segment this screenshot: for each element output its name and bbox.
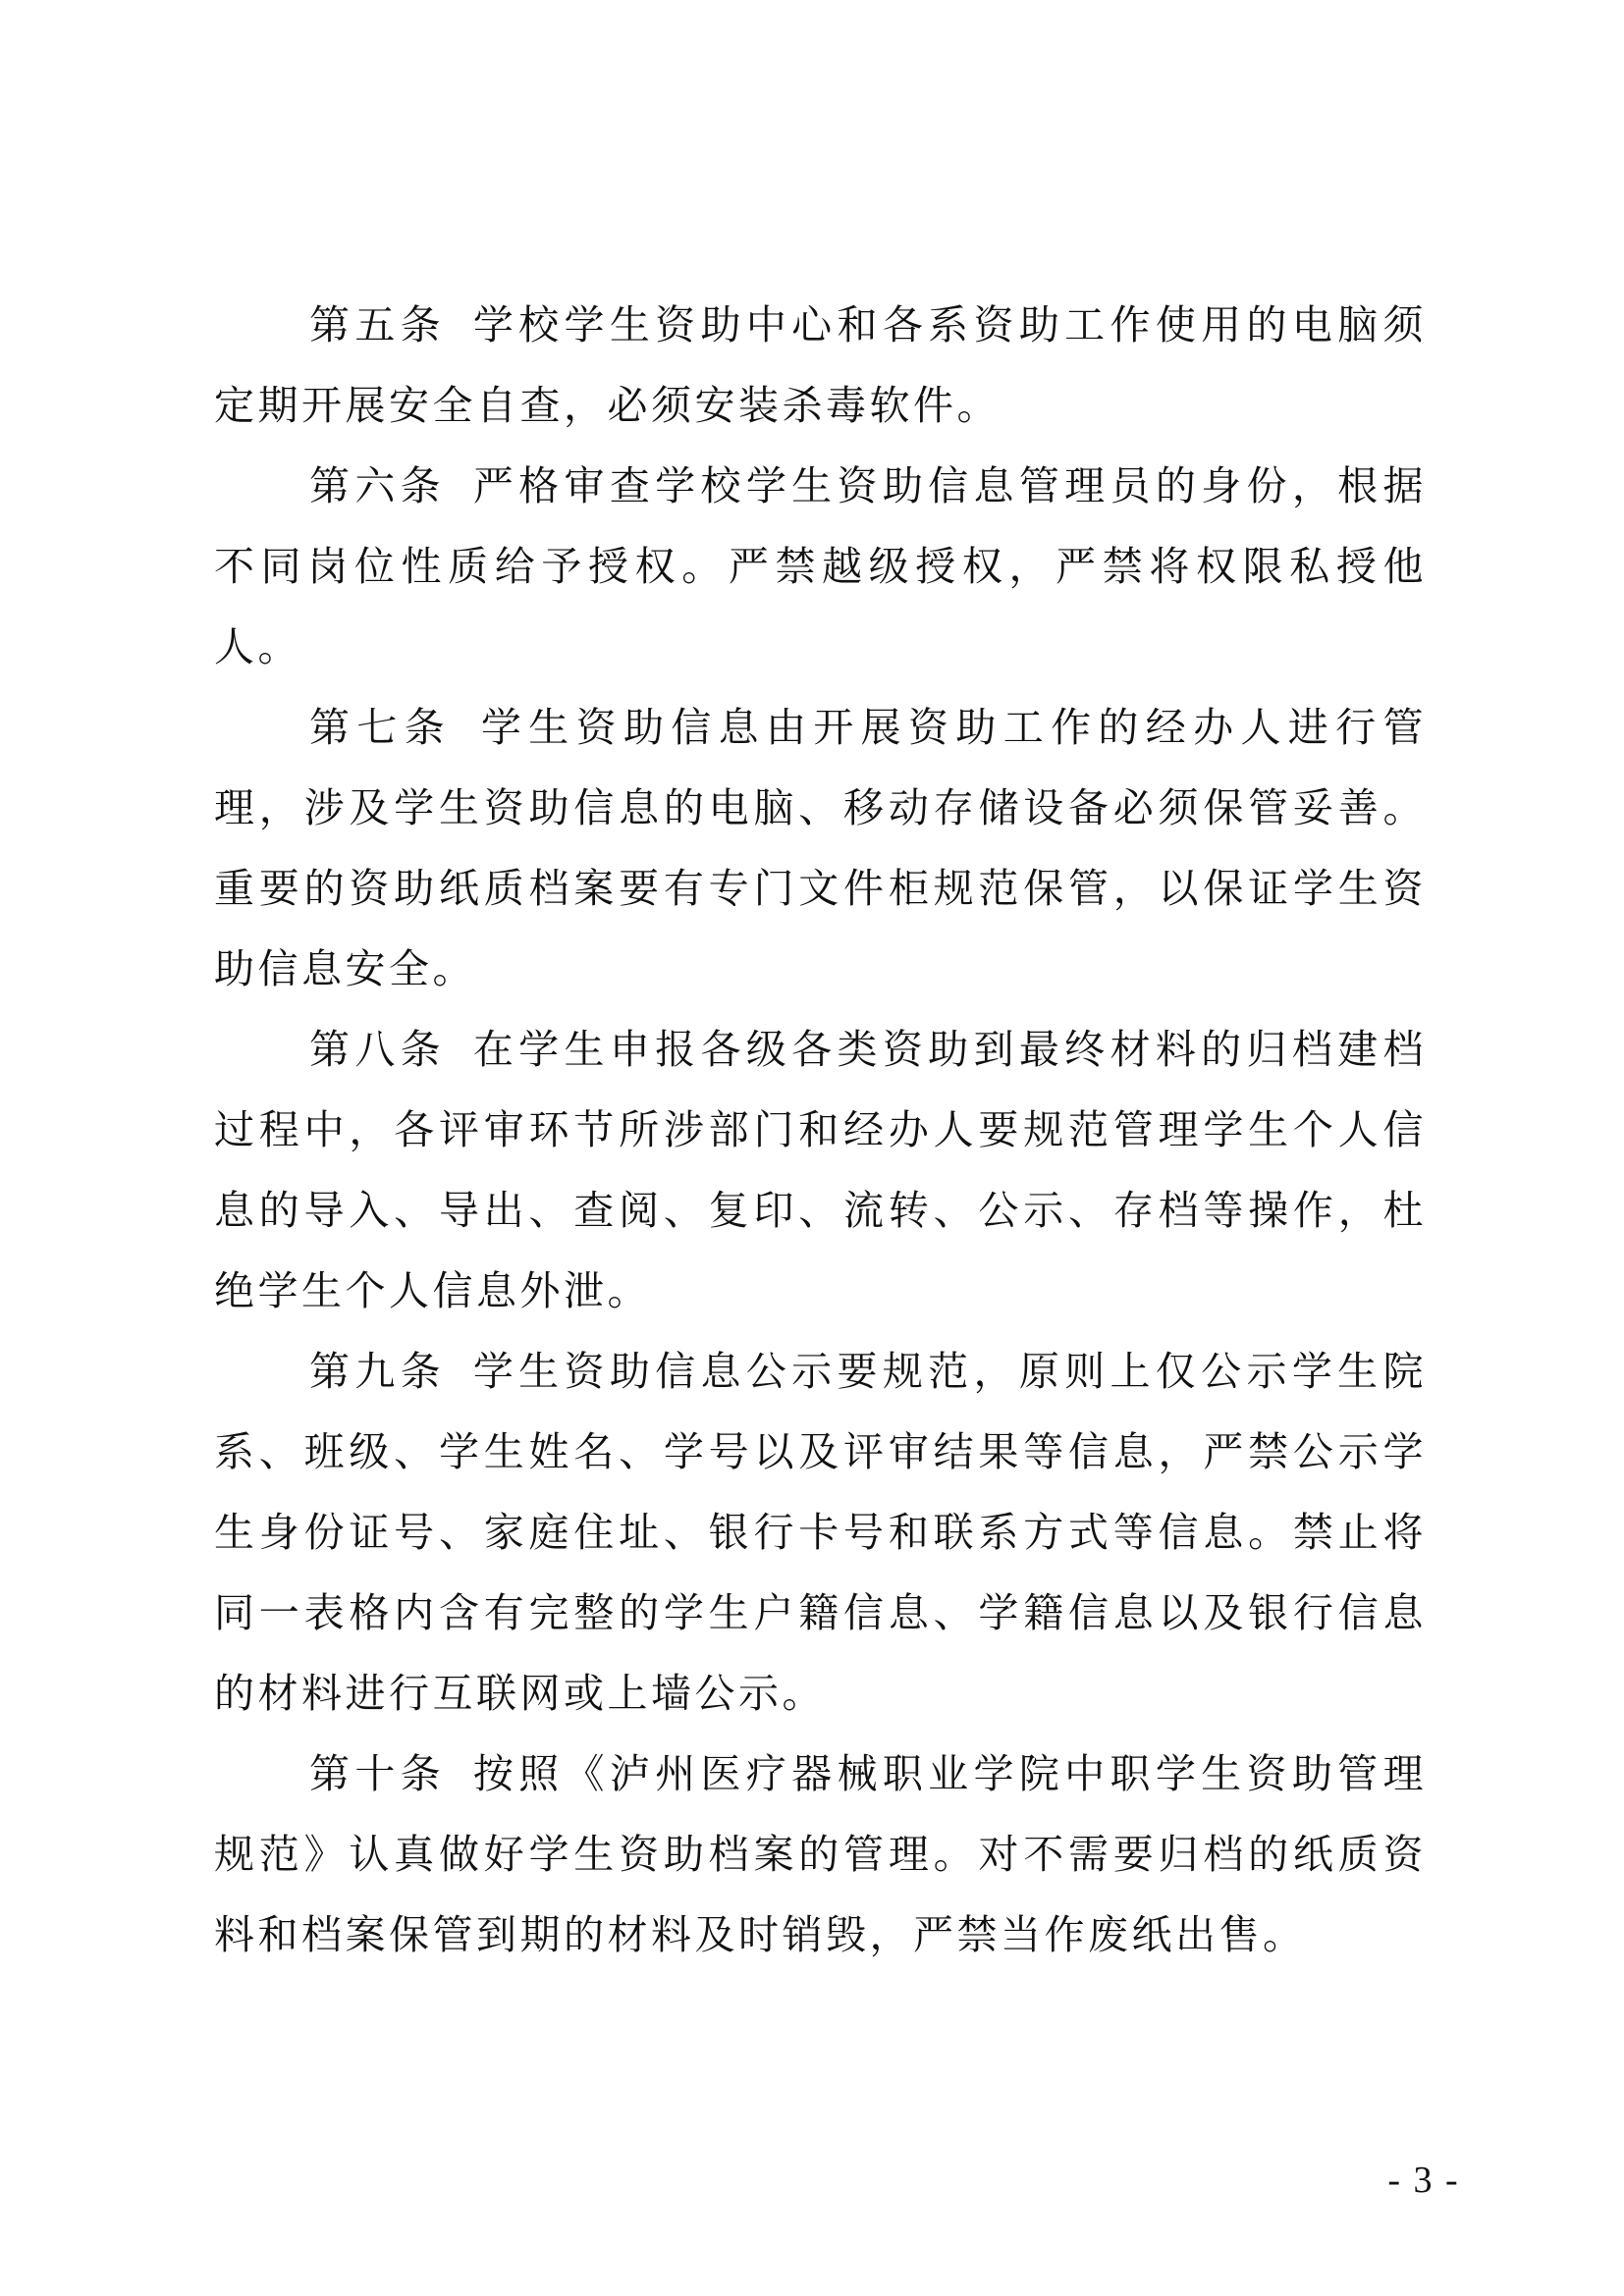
article-6 [214,446,1427,687]
article-7 [214,687,1427,1009]
article-10 [214,1734,1427,1975]
article-10-text: 按照《泸州医疗器械职业学院中职学生资助管理规范》认真做好学生资助档案的管理。对不需要归档的纸质资料和档案保管到期的材料及时销毁，严禁当作废纸出售。 [214,1750,1427,1958]
article-7-label: 第七条 [309,704,453,751]
article-7-text: 学生资助信息由开展资助工作的经办人进行管理，涉及学生资助信息的电脑、移动存储设备必须保管妥善。重要的资助纸质档案要有专门文件柜规范保管，以保证学生资助信息安全。 [214,704,1428,992]
article-5-label: 第五条 [309,301,446,348]
article-9-label: 第九条 [309,1348,446,1395]
document-body [214,285,1427,1975]
article-5 [214,285,1427,446]
article-5-text: 学校学生资助中心和各系资助工作使用的电脑须定期开展安全自查，必须安装杀毒软件。 [214,301,1427,429]
article-9 [214,1331,1427,1734]
article-6-label: 第六条 [309,462,446,509]
article-9-text: 学生资助信息公示要规范，原则上仅公示学生院系、班级、学生姓名、学号以及评审结果等信息，严禁公示学生身份证号、家庭住址、银行卡号和联系方式等信息。禁止将同一表格内含有完整的学生户籍信息、学籍信息以及银行信息的材料进行互联网或上墙公示。 [214,1348,1427,1717]
page-number: - 3 - [1387,2160,1460,2201]
article-10-label: 第十条 [309,1750,446,1797]
article-8 [214,1009,1427,1331]
article-8-label: 第八条 [309,1026,446,1073]
article-8-text: 在学生申报各级各类资助到最终材料的归档建档过程中，各评审环节所涉部门和经办人要规范管理学生个人信息的导入、导出、查阅、复印、流转、公示、存档等操作，杜绝学生个人信息外泄。 [214,1026,1427,1314]
article-6-text: 严格审查学校学生资助信息管理员的身份，根据不同岗位性质给予授权。严禁越级授权，严禁将权限私授他人。 [214,462,1427,670]
